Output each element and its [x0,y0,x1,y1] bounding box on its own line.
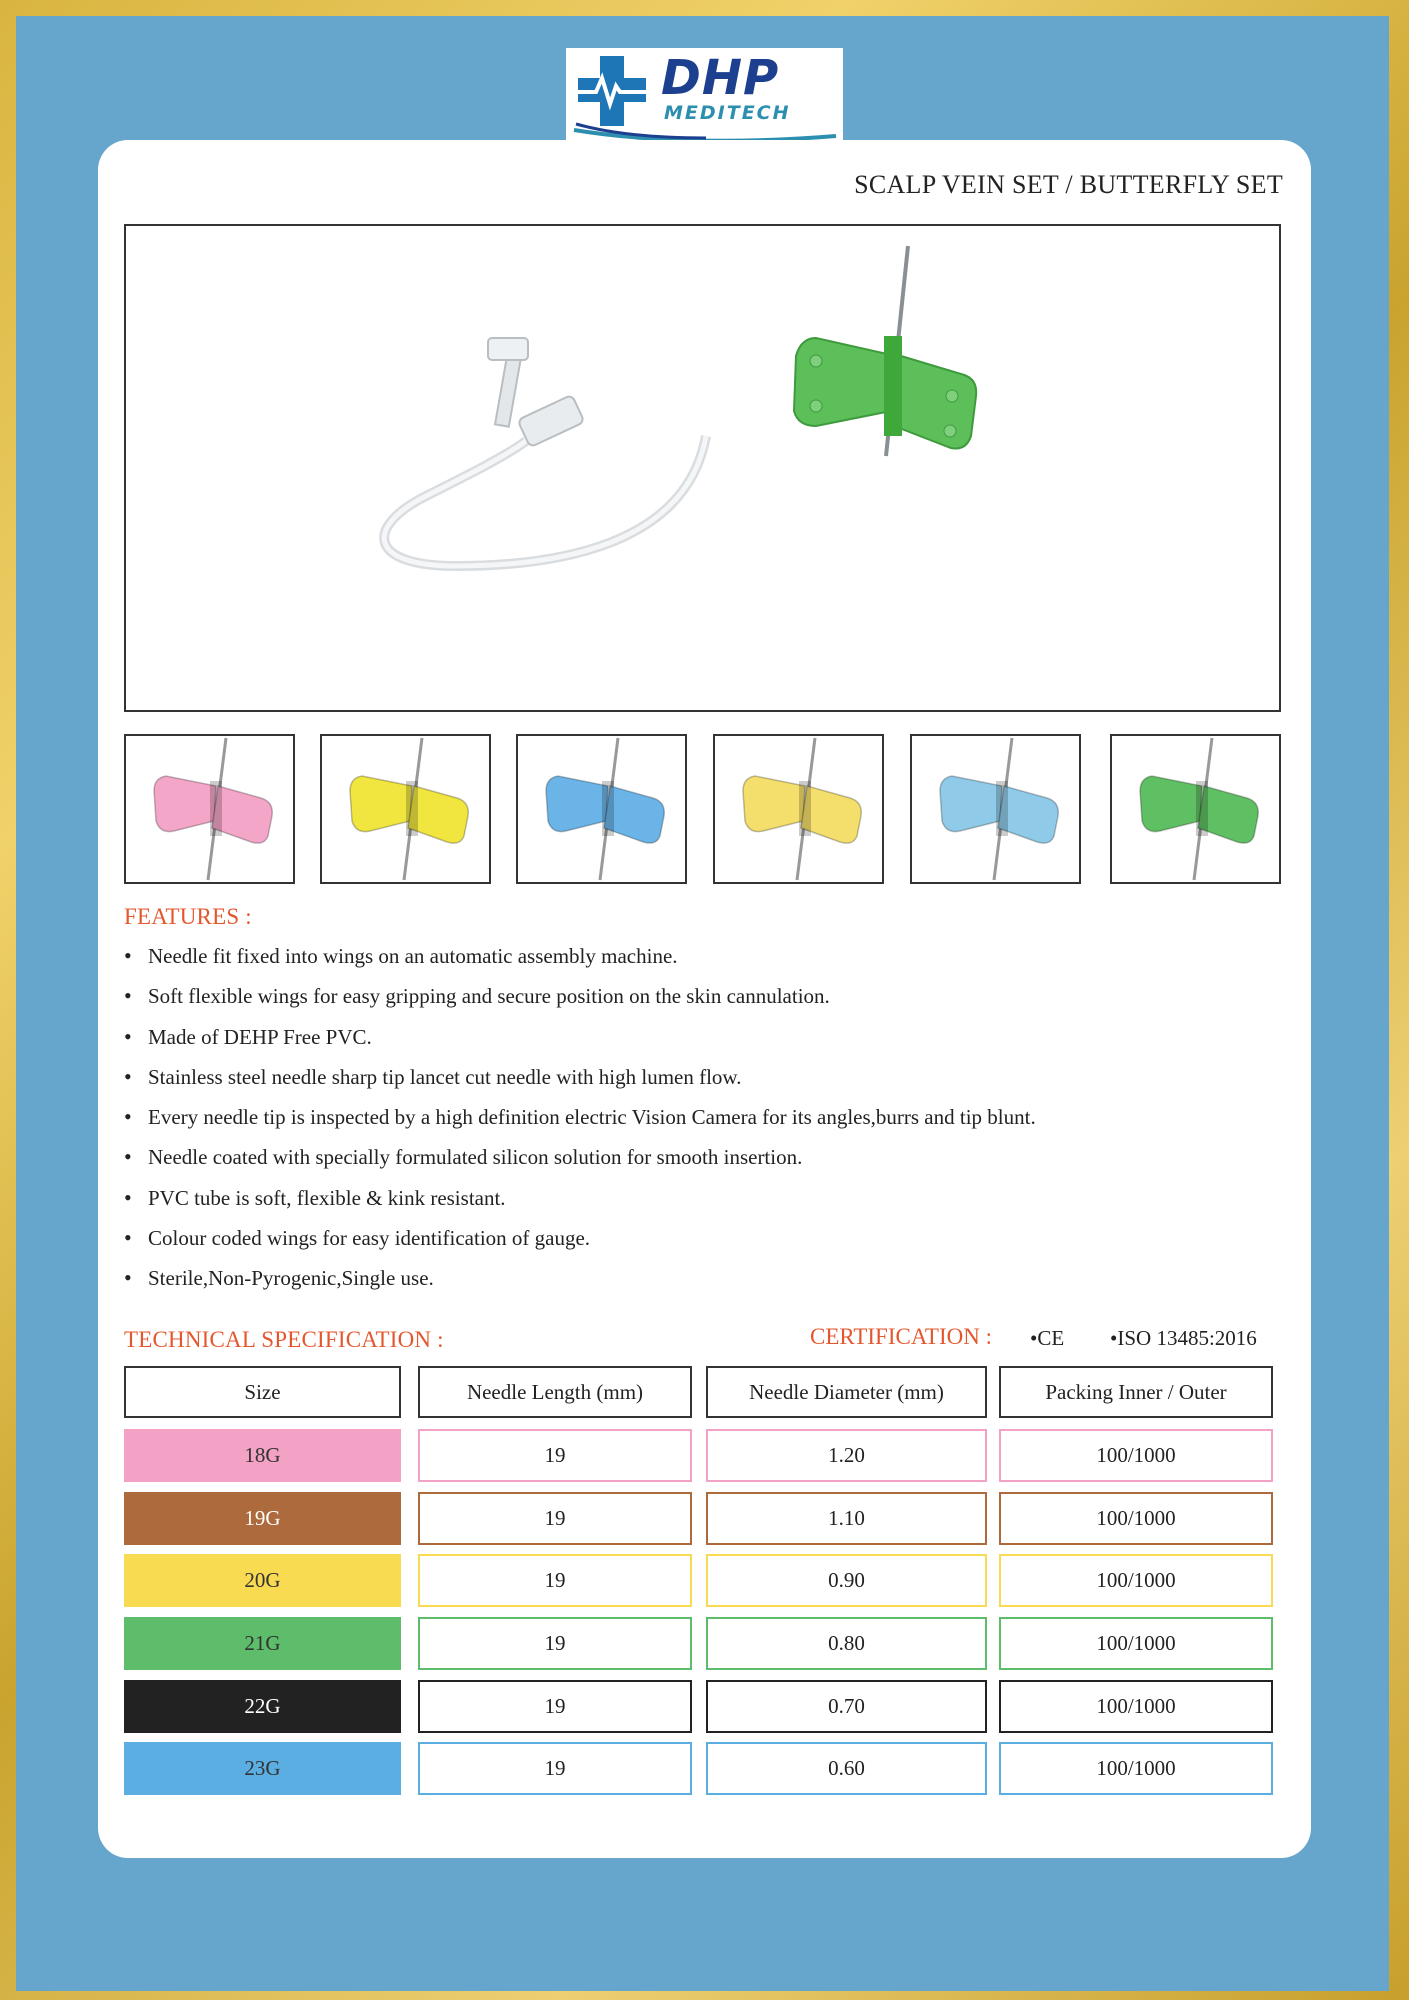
length-cell: 19 [418,1554,692,1607]
product-thumb-light-yellow [713,734,884,884]
diameter-cell: 0.70 [706,1680,987,1733]
packing-cell: 100/1000 [999,1742,1273,1795]
feature-item: • Colour coded wings for easy identification of gauge. [124,1218,1036,1258]
length-cell: 19 [418,1492,692,1545]
length-cell: 19 [418,1617,692,1670]
cert-iso: •ISO 13485:2016 [1110,1326,1257,1350]
wing-left [1140,776,1202,832]
wing-left [154,776,216,832]
features-heading: FEATURES : [124,904,252,929]
packing-cell: 100/1000 [999,1680,1273,1733]
wing-left [743,776,805,832]
length-cell: 19 [418,1742,692,1795]
diameter-cell: 0.80 [706,1617,987,1670]
logo-wordmark: DHP [661,50,780,106]
feature-item: • Every needle tip is inspected by a high definition electric Vision Camera for its angles,burrs and tip blunt. [124,1097,1036,1137]
diameter-cell: 0.60 [706,1742,987,1795]
feature-item: • Needle fit fixed into wings on an automatic assembly machine. [124,936,1036,976]
feature-item: • Soft flexible wings for easy gripping and secure position on the skin cannulation. [124,976,1036,1016]
butterfly-set-illustration [126,226,1279,710]
product-thumb-blue [516,734,687,884]
certification-heading: CERTIFICATION : [810,1324,992,1349]
feature-item: • PVC tube is soft, flexible & kink resistant. [124,1178,1036,1218]
butterfly-wings-icon [912,736,1079,882]
feature-item: • Sterile,Non-Pyrogenic,Single use. [124,1258,1036,1298]
feature-item: • Made of DEHP Free PVC. [124,1017,1036,1057]
size-cell: 20G [124,1554,401,1607]
product-thumb-green [1110,734,1281,884]
product-thumb-light-blue [910,734,1081,884]
cert-ce: •CE [1030,1326,1065,1350]
product-image-main [124,224,1281,712]
table-header-length: Needle Length (mm) [418,1366,692,1418]
wing-left [940,776,1002,832]
butterfly-wings-icon [1112,736,1279,882]
feature-item: • Stainless steel needle sharp tip lancet cut needle with high lumen flow. [124,1057,1036,1097]
company-logo [566,48,843,140]
butterfly-wings-icon [715,736,882,882]
butterfly-wings-icon [322,736,489,882]
wing-left [350,776,412,832]
butterfly-wings-icon [518,736,685,882]
length-cell: 19 [418,1680,692,1733]
size-cell: 22G [124,1680,401,1733]
table-header-diameter: Needle Diameter (mm) [706,1366,987,1418]
features-list [124,936,1036,1299]
diameter-cell: 0.90 [706,1554,987,1607]
wing-left [546,776,608,832]
tech-spec-heading: TECHNICAL SPECIFICATION : [124,1327,444,1352]
packing-cell: 100/1000 [999,1617,1273,1670]
document-title: SCALP VEIN SET / BUTTERFLY SET [854,170,1283,199]
product-thumb-yellow [320,734,491,884]
size-cell: 21G [124,1617,401,1670]
content-card [98,140,1311,1858]
logo-subtitle: MEDITECH [664,102,791,124]
size-cell: 19G [124,1492,401,1545]
table-header-packing: Packing Inner / Outer [999,1366,1273,1418]
butterfly-wings-icon [126,736,293,882]
size-cell: 23G [124,1742,401,1795]
diameter-cell: 1.10 [706,1492,987,1545]
feature-item: • Needle coated with specially formulated silicon solution for smooth insertion. [124,1137,1036,1177]
packing-cell: 100/1000 [999,1492,1273,1545]
packing-cell: 100/1000 [999,1429,1273,1482]
table-header-size: Size [124,1366,401,1418]
size-cell: 18G [124,1429,401,1482]
logo-swoosh-icon [566,108,843,140]
packing-cell: 100/1000 [999,1554,1273,1607]
product-thumb-pink [124,734,295,884]
diameter-cell: 1.20 [706,1429,987,1482]
length-cell: 19 [418,1429,692,1482]
